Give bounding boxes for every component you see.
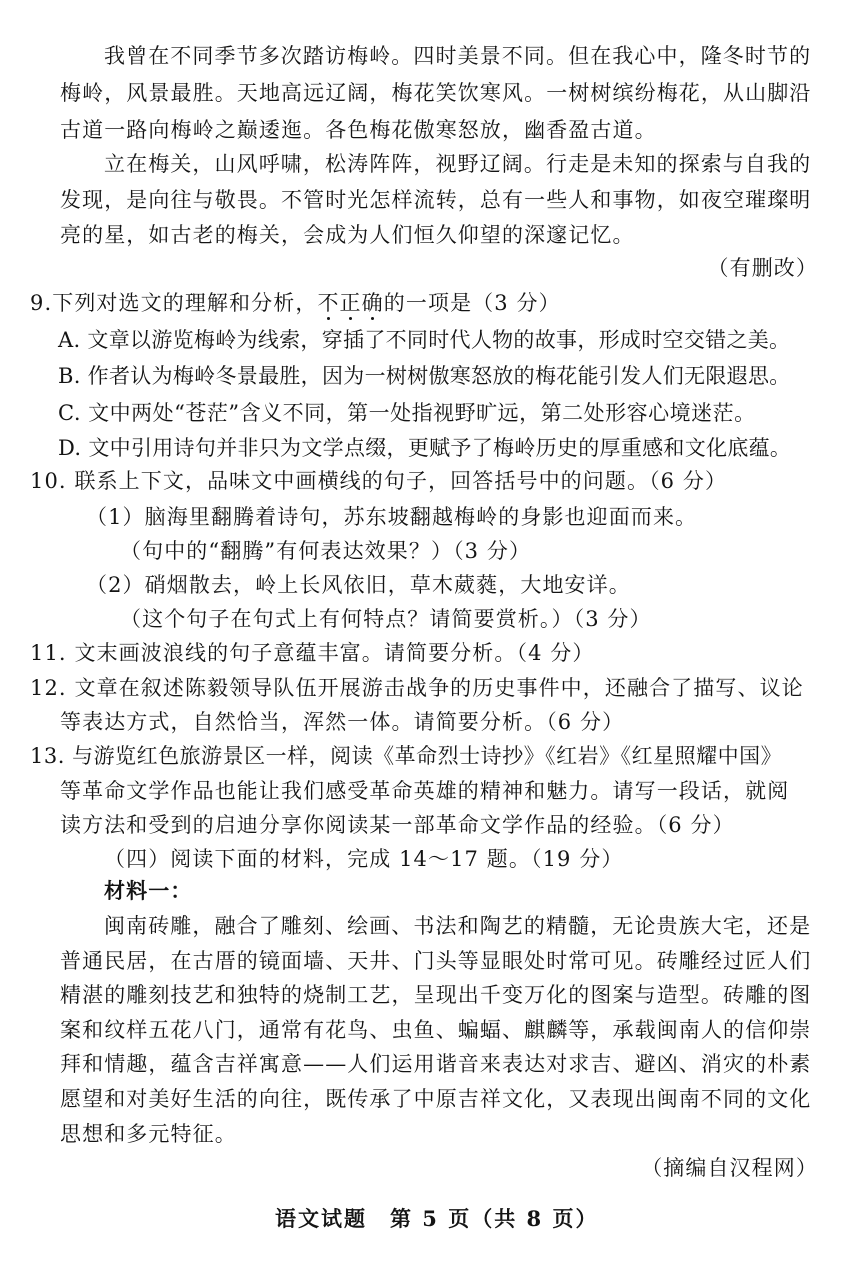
- question-12-line-1: 12. 文章在叙述陈毅领导队伍开展游击战争的历史事件中，还融合了描写、议论: [30, 676, 804, 700]
- question-13-line-3: 读方法和受到的启迪分享你阅读某一部革命文学作品的经验。（6 分）: [60, 813, 735, 837]
- material-line-2: 普通民居，在古厝的镜面墙、天井、门头等显眼处时常可见。砖雕经过匠人们: [60, 949, 812, 973]
- question-9-stem: [30, 289, 561, 317]
- question-10-stem: 10. 联系上下文，品味文中画横线的句子，回答括号中的问题。（6 分）: [30, 469, 728, 493]
- question-12-line-2: 等表达方式，自然恰当，浑然一体。请简要分析。（6 分）: [60, 710, 625, 734]
- passage-p2-line-3: 亮的星，如古老的梅关，会成为人们恒久仰望的深邃记忆。: [60, 223, 635, 247]
- page-footer: 语文试题 第 5 页（共 8 页）: [275, 1206, 599, 1231]
- material-line-6: 愿望和对美好生活的向往，既传承了中原吉祥文化，又表现出闽南不同的文化: [60, 1087, 812, 1111]
- question-13-line-1: 13. 与游览红色旅游景区一样，阅读《革命烈士诗抄》《红岩》《红星照耀中国》: [30, 744, 783, 768]
- passage-p2-line-1: 立在梅关，山风呼啸，松涛阵阵，视野辽阔。行走是未知的探索与自我的: [104, 152, 812, 176]
- q9-suffix: 的一项是（3 分）: [383, 291, 561, 315]
- passage-p1-line-3: 古道一路向梅岭之巅逶迤。各色梅花傲寒怒放，幽香盈古道。: [60, 118, 657, 142]
- material-line-3: 精湛的雕刻技艺和独特的烧制工艺，呈现出千变万化的图案与造型。砖雕的图: [60, 983, 812, 1007]
- emphasis-char-1: 不: [317, 291, 340, 315]
- material-1-title: 材料一：: [104, 878, 193, 903]
- passage-source-note: （有删改）: [707, 256, 818, 280]
- q10-sentence-1-question: （句中的“翻腾”有何表达效果？）（3 分）: [120, 539, 532, 563]
- q9-prefix: 9.下列对选文的理解和分析，: [30, 291, 318, 315]
- q10-sentence-2-question: （这个句子在句式上有何特点？请简要赏析。）（3 分）: [120, 607, 652, 631]
- q9-option-c: C. 文中两处“苍茫”含义不同，第一处指视野旷远，第二处形容心境迷茫。: [58, 401, 756, 425]
- emphasis-char-2: 正: [339, 291, 362, 315]
- emphasis-char-3: 确: [361, 291, 384, 315]
- q9-option-b: B. 作者认为梅岭冬景最胜，因为一树树傲寒怒放的梅花能引发人们无限遐思。: [58, 364, 791, 388]
- material-line-4: 案和纹样五花八门，通常有花鸟、虫鱼、蝙蝠、麒麟等，承载闽南人的信仰崇: [60, 1018, 812, 1042]
- material-line-5: 拜和情趣，蕴含吉祥寓意——人们运用谐音来表达对求吉、避凶、消灾的朴素: [60, 1052, 812, 1076]
- section-4-heading: （四）阅读下面的材料，完成 14～17 题。（19 分）: [104, 847, 624, 871]
- material-line-1: 闽南砖雕，融合了雕刻、绘画、书法和陶艺的精髓，无论贵族大宅，还是: [104, 914, 812, 938]
- q9-option-a: A. 文章以游览梅岭为线索，穿插了不同时代人物的故事，形成时空交错之美。: [58, 328, 791, 352]
- q9-option-d: D. 文中引用诗句并非只为文学点缀，更赋予了梅岭历史的厚重感和文化底蕴。: [58, 436, 792, 460]
- passage-p1-line-1: 我曾在不同季节多次踏访梅岭。四时美景不同。但在我心中，隆冬时节的: [104, 44, 812, 68]
- q10-sentence-2: （2）硝烟散去，岭上长风依旧，草木葳蕤，大地安详。: [86, 573, 631, 597]
- passage-p2-line-2: 发现，是向往与敬畏。不管时光怎样流转，总有一些人和事物，如夜空璀璨明: [60, 188, 812, 212]
- question-13-line-2: 等革命文学作品也能让我们感受革命英雄的精神和魅力。请写一段话，就阅: [60, 779, 790, 803]
- passage-p1-line-2: 梅岭，风景最胜。天地高远辽阔，梅花笑饮寒风。一树树缤纷梅花，从山脚沿: [60, 81, 812, 105]
- material-line-7: 思想和多元特征。: [60, 1122, 237, 1146]
- q10-sentence-1: （1）脑海里翻腾着诗句，苏东坡翻越梅岭的身影也迎面而来。: [86, 505, 698, 529]
- material-source: （摘编自汉程网）: [641, 1156, 818, 1180]
- question-11: 11. 文末画波浪线的句子意蕴丰富。请简要分析。（4 分）: [30, 641, 595, 665]
